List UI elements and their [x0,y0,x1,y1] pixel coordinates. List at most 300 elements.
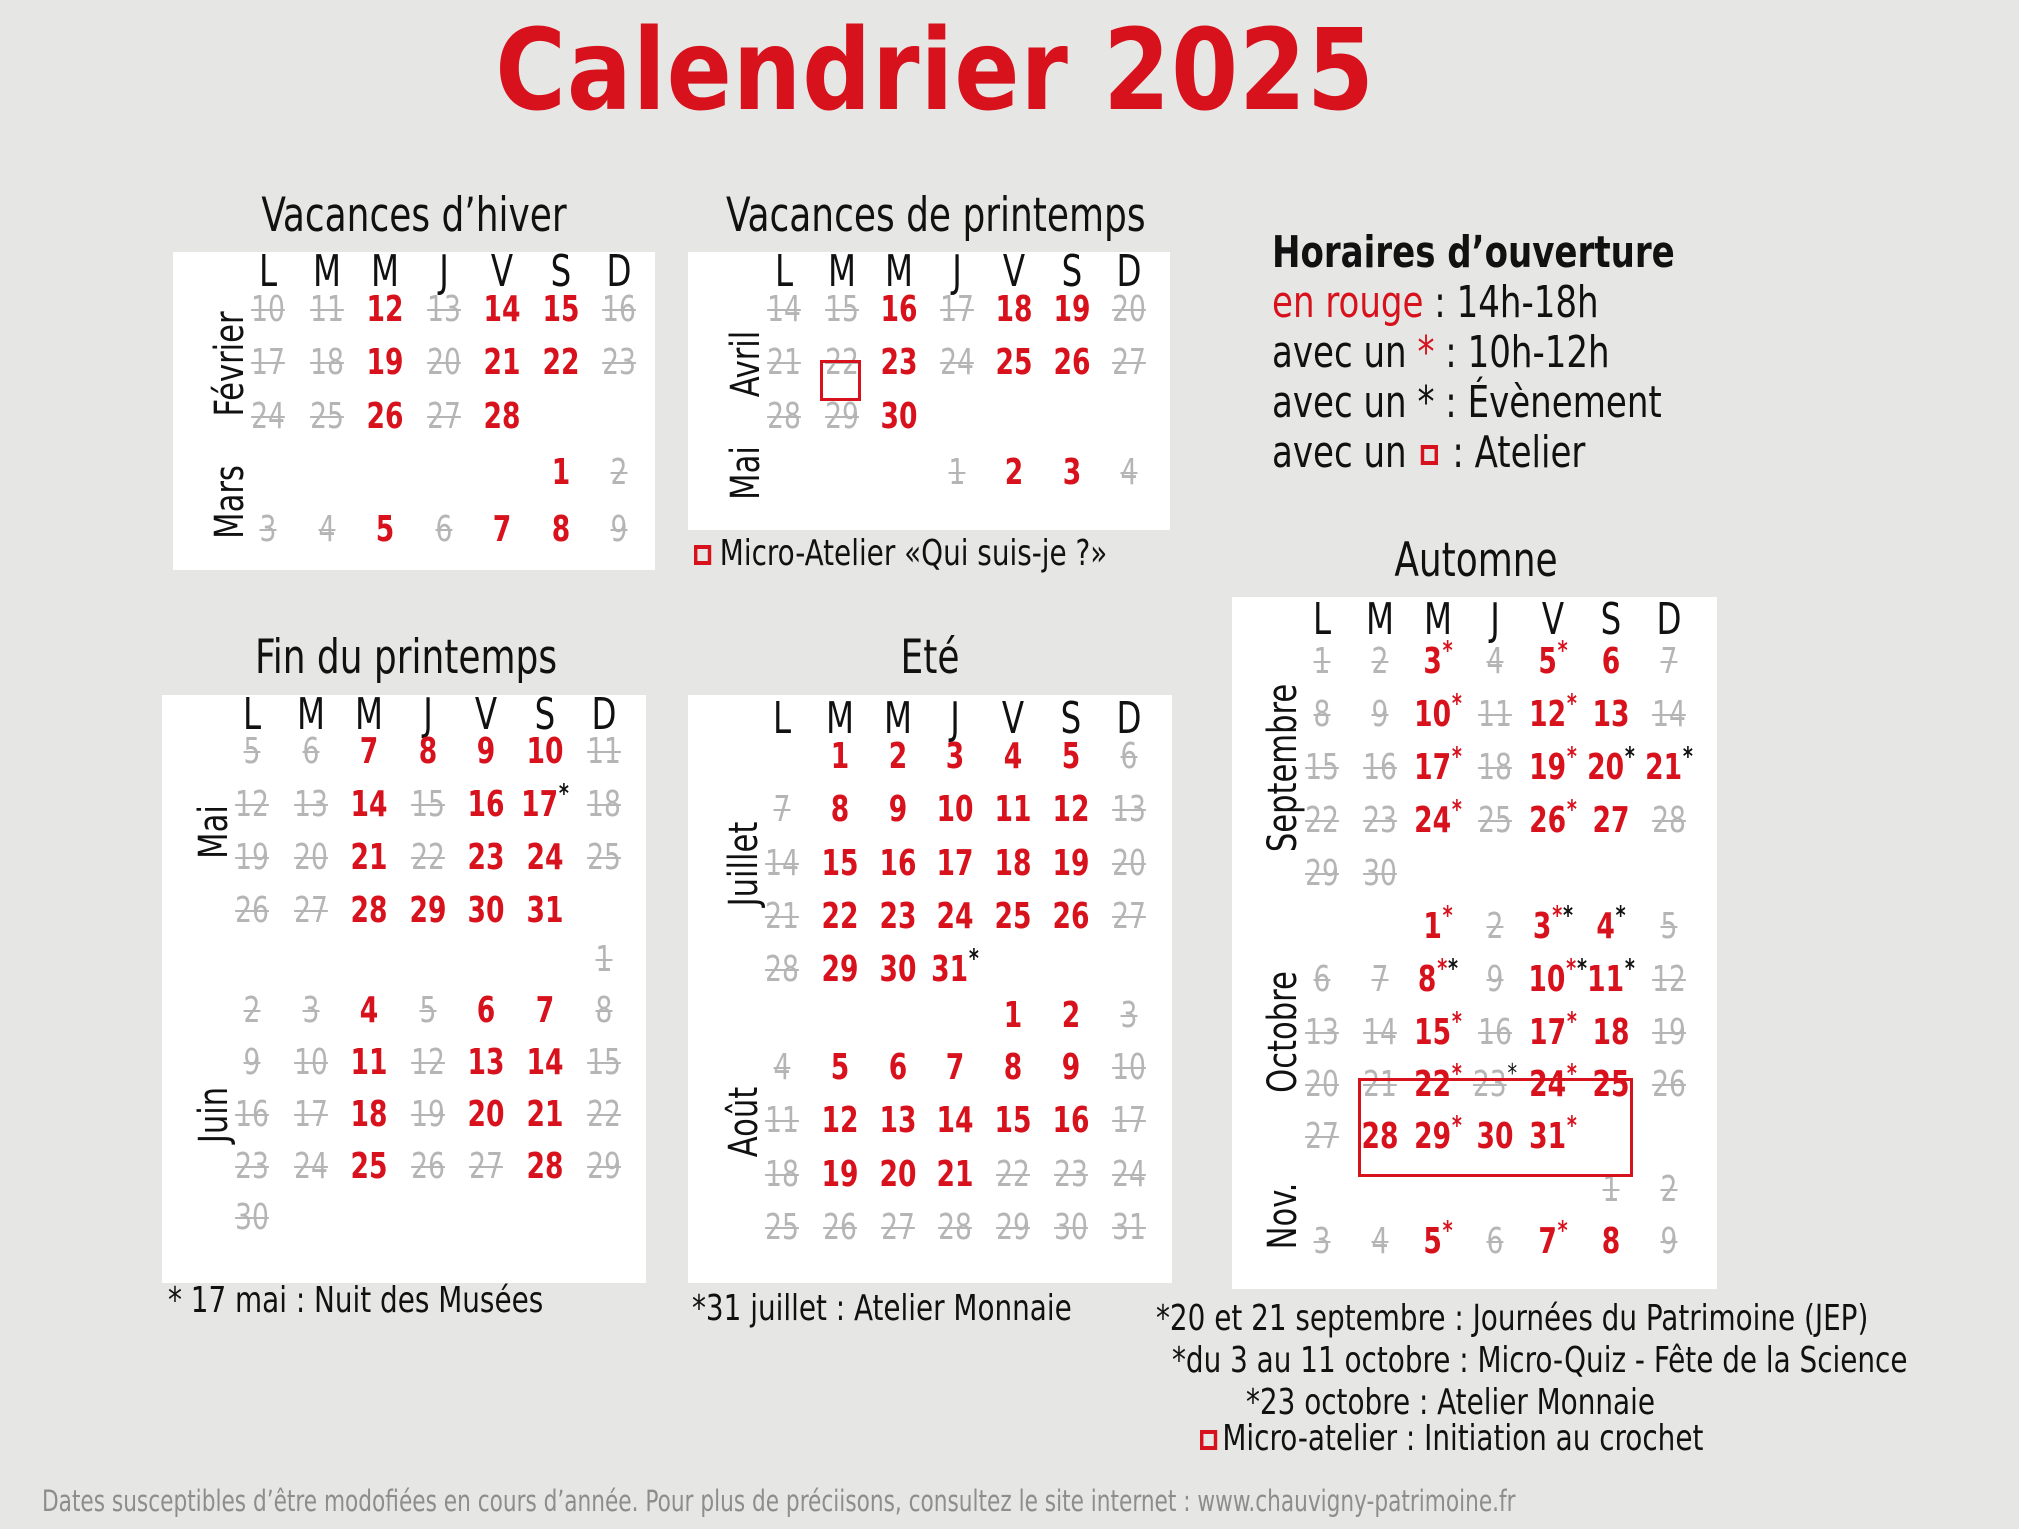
closed-day: 22 [1305,800,1339,841]
open-day: 16 [879,843,917,884]
open-day: 19 [366,342,404,383]
open-day: 9 [1061,1047,1081,1088]
open-day: 15 [821,843,859,884]
open-day: 25 [994,896,1032,937]
closed-day: 20 [293,837,328,878]
note-micro-atelier: Micro-Atelier «Qui suis-je ?» [694,533,1107,574]
open-day: 2 [888,736,907,777]
open-day: 8 [1003,1047,1023,1088]
closed-day: 2 [610,452,628,493]
closed-day: 9 [610,509,628,550]
weekday-header: L [258,246,278,297]
red-star-icon: * [1442,1216,1453,1246]
open-day: 26 [1052,896,1090,937]
month-label: Juin [191,1086,237,1143]
open-day: 30 [1476,1116,1514,1157]
red-star-icon: * [1451,689,1462,719]
open-day: 7 [492,509,512,550]
weekday-header: M [355,689,384,740]
section-title-automne: Automne [1394,533,1558,588]
open-day: 25 [1592,1064,1630,1105]
closed-day: 29 [824,396,859,437]
closed-day: 10 [251,289,285,330]
open-day: 3 [946,736,965,777]
open-day: 22* [1413,1059,1462,1105]
black-star-icon: * [1563,901,1574,931]
closed-day: 12 [235,784,269,825]
closed-day: 18 [765,1154,799,1195]
closed-day: 12 [410,1042,445,1083]
footer-disclaimer: Dates susceptibles d’être modofiées en cours d’année. Pour plus de préciisons, consultez le site internet : www.chauvigny-patrimoine.fr [42,1484,1516,1518]
red-square-icon [694,545,711,565]
closed-day: 13 [1111,789,1146,830]
closed-day: 14 [767,289,801,330]
open-day: 23 [880,342,918,383]
closed-day: 4 [1120,452,1138,493]
open-day: 21 [483,342,521,383]
open-day: 30 [880,396,918,437]
section-title-fin-printemps: Fin du printemps [254,630,558,685]
open-day: 31 [526,890,564,931]
opening-hours-legend [1272,228,1740,478]
open-day: 28 [526,1146,564,1187]
closed-day: 18 [586,784,621,825]
section-title-hiver: Vacances d’hiver [261,188,567,243]
closed-day: 24 [293,1146,328,1187]
closed-day: 14 [1651,694,1686,735]
red-star-icon: * [1436,954,1447,984]
open-day: 11* [1587,954,1635,1000]
closed-day: 28 [765,949,799,990]
red-star-icon: * [1451,742,1462,772]
note-atelier-monnaie: *31 juillet : Atelier Monnaie [692,1288,1072,1329]
closed-day: 8 [595,990,613,1031]
open-day: 18 [350,1094,388,1135]
red-star-icon: * [1442,901,1453,931]
closed-day: 21 [765,896,799,937]
black-star-icon: * [1507,1059,1518,1089]
closed-day: 2 [1486,906,1504,947]
weekday-header: S [1060,693,1082,744]
closed-day: 1 [948,452,965,493]
weekday-header: L [772,693,792,744]
closed-day: 27 [426,396,461,437]
red-star-icon: * [1566,954,1577,984]
month-label: Avril [723,330,769,397]
open-day: 28 [1361,1116,1399,1157]
open-day: 22 [821,896,859,937]
open-day: 12 [821,1100,859,1141]
closed-day: 14 [765,843,799,884]
open-day: 12* [1529,689,1578,735]
closed-day: 27 [1112,342,1146,383]
weekday-header: J [438,246,449,297]
open-day: 16 [1052,1100,1090,1141]
closed-day: 25 [586,837,621,878]
open-day: 18 [994,843,1032,884]
open-day: 29 [409,890,447,931]
closed-day: 24 [251,396,285,437]
closed-day: 4 [1371,1221,1389,1262]
closed-day: 13 [1305,1012,1339,1053]
red-star-icon: * [1451,1111,1462,1141]
legend-row-black-star: avec un * : Évènement [1272,377,1662,428]
open-day: 29* [1413,1111,1462,1157]
closed-day: 13 [426,289,461,330]
weekday-header: M [296,689,325,740]
closed-day: 31 [1111,1207,1146,1248]
open-day: 24* [1529,1059,1578,1105]
open-day: 14 [350,784,388,825]
closed-day: 3 [1120,995,1138,1036]
weekday-header: M [1365,594,1394,645]
open-day: 17 [936,843,974,884]
closed-day: 20 [426,342,461,383]
closed-day: 11 [1478,694,1513,735]
closed-day: 19 [410,1094,445,1135]
red-star-icon: * [1567,742,1578,772]
open-day: 7* [1538,1216,1568,1262]
month-label: Juillet [721,821,767,906]
open-day: 5 [1061,736,1081,777]
open-day: 10** [1528,954,1588,1000]
closed-day: 27 [293,890,328,931]
black-star-icon: * [1624,742,1635,772]
open-day: 13 [879,1100,917,1141]
closed-day: 22 [996,1154,1031,1195]
closed-day: 1 [1313,641,1331,682]
open-day: 7 [359,731,379,772]
open-day: 7 [946,1047,965,1088]
closed-day: 10 [1111,1047,1146,1088]
closed-day: 11 [309,289,344,330]
open-day: 8 [418,731,438,772]
closed-day: 9 [1660,1221,1678,1262]
note-crochet: Micro-atelier : Initiation au crochet [1200,1418,1703,1459]
open-day: 14 [526,1042,564,1083]
weekday-header: S [534,689,556,740]
red-star-icon: * [1557,636,1568,666]
open-day: 4* [1596,901,1626,947]
closed-day: 26 [822,1207,857,1248]
open-day: 7 [535,990,555,1031]
open-day: 26 [366,396,404,437]
open-day: 8 [830,789,850,830]
weekday-header: V [1542,594,1565,645]
closed-day: 11 [765,1100,799,1141]
open-day: 19 [1053,289,1090,330]
open-day: 20 [879,1154,917,1195]
weekday-header: L [1312,594,1332,645]
black-star-icon: * [1417,377,1435,428]
open-day: 19* [1529,742,1578,788]
closed-day: 7 [1371,959,1389,1000]
open-day: 4 [1003,736,1023,777]
open-day: 6 [888,1047,907,1088]
closed-day: 30 [235,1197,269,1238]
weekday-header: M [312,246,341,297]
open-day: 21 [526,1094,564,1135]
closed-day: 20 [1305,1064,1339,1105]
open-day: 16 [880,289,918,330]
month-label: Mai [191,804,237,859]
open-day: 31* [931,944,980,990]
closed-day: 2 [1371,641,1389,682]
red-star-icon: * [1451,1059,1462,1089]
closed-day: 27 [1111,896,1146,937]
weekday-header: S [550,246,571,297]
closed-day: 6 [1486,1221,1504,1262]
closed-day: 25 [1478,800,1513,841]
red-star-icon: * [1567,1059,1578,1089]
open-day: 2 [1004,452,1024,493]
closed-day: 2 [1660,1169,1678,1210]
black-star-icon: * [969,944,980,974]
open-day: 20* [1587,742,1635,788]
closed-day: 5 [1660,906,1678,947]
month-label: Mars [207,464,253,539]
legend-row-red: en rouge : 14h-18h [1272,277,1599,328]
open-day: 31* [1529,1111,1578,1157]
section-title-printemps: Vacances de printemps [726,188,1146,243]
closed-day: 28 [767,396,801,437]
open-day: 21* [1644,742,1693,788]
open-day: 26 [1053,342,1090,383]
weekday-header: J [423,689,433,740]
open-day: 11 [994,789,1032,830]
open-day: 13 [467,1042,505,1083]
open-day: 15* [1413,1007,1462,1053]
month-label: Octobre [1260,971,1306,1093]
closed-day: 30 [1054,1207,1088,1248]
closed-day: 20 [1111,843,1146,884]
open-day: 30 [467,890,505,931]
closed-day: 7 [773,789,791,830]
closed-day: 19 [235,837,269,878]
closed-day: 21 [767,342,801,383]
open-day: 15 [542,289,579,330]
closed-day: 26 [1651,1064,1686,1105]
closed-day: 23 [1054,1154,1088,1195]
red-star-icon: * [1557,1216,1568,1246]
open-day: 5* [1422,1216,1453,1262]
closed-day: 15 [586,1042,621,1083]
weekday-header: L [774,246,794,297]
weekday-header: J [950,693,961,744]
open-day: 20 [467,1094,505,1135]
closed-day: 24 [1111,1154,1146,1195]
section-title-ete: Eté [900,630,960,685]
closed-day: 4 [773,1047,791,1088]
month-label: Août [721,1086,767,1158]
closed-day: 17 [293,1094,328,1135]
closed-day: 28 [1651,800,1686,841]
closed-day: 6 [1120,736,1138,777]
open-day: 17* [521,779,569,825]
red-star-icon: * [1417,327,1435,378]
open-day: 10* [1413,689,1462,735]
weekday-header: M [370,246,400,297]
closed-day: 29 [996,1207,1031,1248]
red-star-icon: * [1567,689,1578,719]
closed-day: 21 [1362,1064,1397,1105]
open-day: 18 [1592,1012,1630,1053]
closed-day: 6 [302,731,320,772]
red-square-icon [1421,445,1438,465]
month-label: Mai [723,446,769,500]
black-star-icon: * [1447,954,1458,984]
legend-heading: Horaires d’ouverture [1272,227,1675,278]
open-day: 1 [830,736,850,777]
closed-day: 27 [469,1146,504,1187]
closed-day: 22 [824,342,859,383]
weekday-header: V [475,689,498,740]
open-day: 28 [350,890,388,931]
closed-day: 17 [1111,1100,1146,1141]
month-label: Février [207,310,253,417]
closed-day: 9 [243,1042,261,1083]
open-day: 4 [359,990,379,1031]
closed-day: 16 [602,289,636,330]
open-day: 25 [350,1146,388,1187]
closed-day: 26 [410,1146,445,1187]
open-day: 30 [879,949,917,990]
closed-day: 5 [243,731,261,772]
open-day: 17* [1413,742,1462,788]
open-day: 3 [1062,452,1081,493]
closed-day: 6 [435,509,452,550]
black-star-icon: * [1682,742,1693,772]
open-day: 9 [477,731,496,772]
open-day: 2 [1061,995,1081,1036]
closed-day: 2 [243,990,261,1031]
closed-day: 7 [1660,641,1678,682]
atelier-box-octobre [1358,1078,1633,1177]
closed-day: 11 [586,731,621,772]
open-day: 13 [1592,694,1630,735]
month-label: Septembre [1260,683,1306,853]
closed-day: 30 [1362,853,1397,894]
open-day: 5 [375,509,395,550]
closed-day: 17 [939,289,974,330]
black-star-icon: * [1577,954,1588,984]
closed-day: 18 [309,342,344,383]
open-day: 17* [1529,1007,1578,1053]
open-day: 3* [1422,636,1453,682]
closed-day: 29 [586,1146,621,1187]
open-day: 12 [366,289,404,330]
open-day: 11 [350,1042,388,1083]
closed-day: 16 [235,1094,269,1135]
atelier-box-22-avril [820,360,861,401]
open-day: 23 [879,896,917,937]
red-star-icon: * [1567,1007,1578,1037]
red-star-icon: * [1552,901,1563,931]
closed-day: 18 [1478,747,1513,788]
closed-day: 27 [880,1207,915,1248]
red-star-icon: * [1442,636,1453,666]
open-day: 6 [1601,641,1621,682]
closed-day: 20 [1112,289,1146,330]
open-day: 8** [1417,954,1458,1000]
closed-day: 1 [595,939,613,980]
closed-day: 16 [1478,1012,1513,1053]
weekday-header: M [1423,594,1452,645]
closed-day: 17 [251,342,285,383]
closed-day: 29 [1305,853,1339,894]
closed-day: 26 [235,890,269,931]
closed-day: 3 [302,990,320,1031]
page-title: Calendrier 2025 [495,6,1375,136]
weekday-header: V [1002,246,1026,297]
closed-day: 25 [309,396,344,437]
open-day: 21 [936,1154,974,1195]
weekday-header: V [490,246,514,297]
closed-day: 23 [235,1146,269,1187]
open-day: 14 [483,289,521,330]
open-day: 19 [821,1154,859,1195]
red-star-icon: * [1567,795,1578,825]
open-day: 18 [995,289,1033,330]
closed-day: 8 [1313,694,1331,735]
weekday-header: D [1656,594,1682,645]
red-square-icon [1200,1430,1217,1450]
open-day: 1* [1422,901,1453,947]
weekday-header: M [825,693,854,744]
open-day: 19 [1052,843,1090,884]
open-day: 22 [542,342,579,383]
open-day: 21 [350,837,388,878]
weekday-header: S [1600,594,1622,645]
open-day: 1 [551,452,570,493]
weekday-header: M [883,693,912,744]
closed-day: 9 [1486,959,1504,1000]
closed-day: 6 [1313,959,1331,1000]
weekday-header: J [951,246,962,297]
open-day: 28 [483,396,521,437]
open-day: 6 [477,990,496,1031]
closed-day: 14 [1362,1012,1397,1053]
legend-row-red-star: avec un * : 10h-12h [1272,327,1610,378]
closed-day: 10 [293,1042,328,1083]
closed-day: 16 [1362,747,1397,788]
closed-day: 23 [1362,800,1397,841]
weekday-header: D [1116,246,1142,297]
black-star-icon: * [1624,954,1635,984]
closed-day: 22 [586,1094,621,1135]
closed-day: 13 [293,784,328,825]
weekday-header: S [1061,246,1082,297]
open-day: 10 [936,789,974,830]
open-day: 8 [551,509,570,550]
closed-day: 12 [1651,959,1686,1000]
closed-day: 9 [1371,694,1389,735]
open-day: 1 [1003,995,1023,1036]
closed-day: 4 [1486,641,1504,682]
open-day: 24* [1413,795,1462,841]
closed-day: 23* [1473,1059,1518,1105]
open-day: 5 [830,1047,850,1088]
closed-day: 25 [765,1207,799,1248]
weekday-header: J [1490,594,1501,645]
weekday-header: D [1116,693,1142,744]
note-nuit-musees: * 17 mai : Nuit des Musées [168,1280,544,1321]
weekday-header: M [827,246,856,297]
open-day: 23 [467,837,505,878]
open-day: 24 [526,837,564,878]
weekday-header: D [591,689,617,740]
note-atelier-monnaie-octobre: *23 octobre : Atelier Monnaie [1246,1382,1655,1423]
